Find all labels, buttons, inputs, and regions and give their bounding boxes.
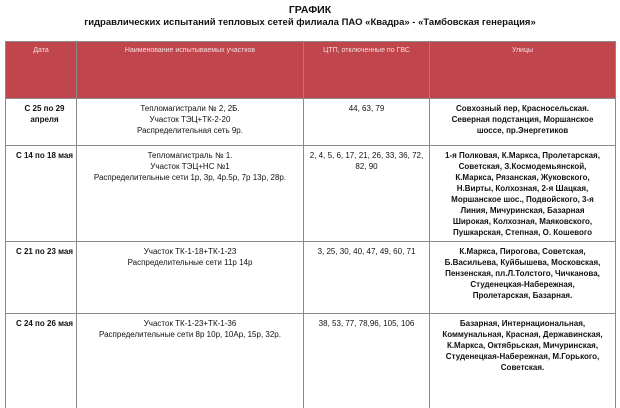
column-header-date: Дата: [6, 42, 77, 99]
ctp-cell: [304, 314, 430, 408]
street-line: Советская.: [500, 363, 545, 372]
site-line: Участок ТЭЦ+НС №1: [150, 162, 230, 171]
date-text: С 24 по 26 мая: [15, 319, 74, 328]
date-text: С 14 по 18 мая: [15, 151, 74, 160]
street-line: Б.Васильева, Куйбышева, Московская,: [444, 258, 601, 267]
street-line: Н.Вирты, Колхозная, 2-я Шацкая,: [456, 184, 589, 193]
column-header-streets: Улицы: [430, 42, 616, 99]
ctp-cell: [304, 146, 430, 242]
street-line: Совхозный пер, Красносельская.: [456, 104, 589, 113]
ctp-cell: [304, 99, 430, 146]
streets-cell: [430, 314, 616, 408]
street-line: К.Маркса, Пирогова, Советская,: [459, 247, 586, 256]
document-title: ГРАФИК: [288, 4, 332, 16]
site-line: Распределительные сети 11р 14р: [127, 258, 253, 267]
site-line: Распределительные сети 8р 10р, 10Ар, 15р, 32р.: [99, 330, 281, 339]
street-line: Студенецкая-Набережная, М.Горького,: [445, 352, 600, 361]
streets-cell: [430, 146, 616, 242]
street-line: Советская, З.Космодемьянской,: [458, 162, 587, 171]
street-line: К.Маркса, Октябрьская, Мичуринская,: [446, 341, 599, 350]
site-line: Тепломагистрали № 2, 2Б.: [140, 104, 240, 113]
street-line: Пролетарская, Базарная.: [472, 291, 573, 300]
date-cell: [6, 99, 77, 146]
document-header: [0, 4, 620, 29]
street-line: 1-я Полковая, К.Маркса, Пролетарская,: [445, 151, 600, 160]
ctp-text: 44, 63, 79: [348, 104, 385, 113]
schedule-table: [5, 41, 616, 408]
ctp-text: 38, 53, 77, 78,96, 105, 106: [318, 319, 415, 328]
street-line: Северная подстанция, Моршанское: [451, 115, 594, 124]
streets-cell: [430, 242, 616, 314]
date-text: С 25 по 29 апреля: [24, 104, 65, 124]
table-header-row: [6, 42, 616, 99]
column-header-sites: Наименование испытываемых участков: [77, 42, 304, 99]
street-line: Базарная, Интернациональная,: [459, 319, 586, 328]
street-line: Широкая, Колхозная, Маяковского,: [452, 217, 593, 226]
site-line: Участок ТК-1-23+ТК-1-36: [143, 319, 237, 328]
site-line: Участок ТК-1-18+ТК-1-23: [143, 247, 237, 256]
ctp-text: 2, 4, 5, 6, 17, 21, 26, 33, 36, 72, 82, 90: [309, 151, 424, 171]
sites-cell: [77, 99, 304, 146]
street-line: Линия, Мичуринская, Базарная: [460, 206, 585, 215]
date-cell: [6, 314, 77, 408]
streets-cell: [430, 99, 616, 146]
site-line: Тепломагистраль № 1.: [147, 151, 233, 160]
site-line: Распределительная сеть 9р.: [137, 126, 243, 135]
table-row: [6, 99, 616, 146]
sites-cell: [77, 242, 304, 314]
date-cell: [6, 242, 77, 314]
site-line: Распределительные сети 1р, 3р, 4р.5р, 7р 13р, 28р.: [93, 173, 287, 182]
date-text: С 21 по 23 мая: [15, 247, 74, 256]
document-subtitle: гидравлических испытаний тепловых сетей филиала ПАО «Квадра» - «Тамбовская генерация»: [84, 17, 536, 28]
street-line: Моршанское шос., Подвойского, 3-я: [451, 195, 594, 204]
date-cell: [6, 146, 77, 242]
street-line: Пушкарская, Степная, О. Кошевого: [453, 228, 592, 237]
street-line: Пензенская, пл.Л.Толстого, Чичканова,: [445, 269, 600, 278]
street-line: К.Маркса, Рязанская, Жуковского,: [455, 173, 590, 182]
ctp-cell: [304, 242, 430, 314]
street-line: шоссе, пр.Энергетиков: [476, 126, 569, 135]
table-row: [6, 242, 616, 314]
sites-cell: [77, 146, 304, 242]
site-line: Участок ТЭЦ+ТК-2-20: [149, 115, 231, 124]
table-row: [6, 314, 616, 408]
column-header-ctp: ЦТП, отключенные по ГВС: [304, 42, 430, 99]
table-row: [6, 146, 616, 242]
ctp-text: 3, 25, 30, 40, 47, 49, 60, 71: [317, 247, 416, 256]
sites-cell: [77, 314, 304, 408]
street-line: Студенецкая-Набережная,: [470, 280, 575, 289]
street-line: Коммунальная, Красная, Державинская,: [442, 330, 603, 339]
